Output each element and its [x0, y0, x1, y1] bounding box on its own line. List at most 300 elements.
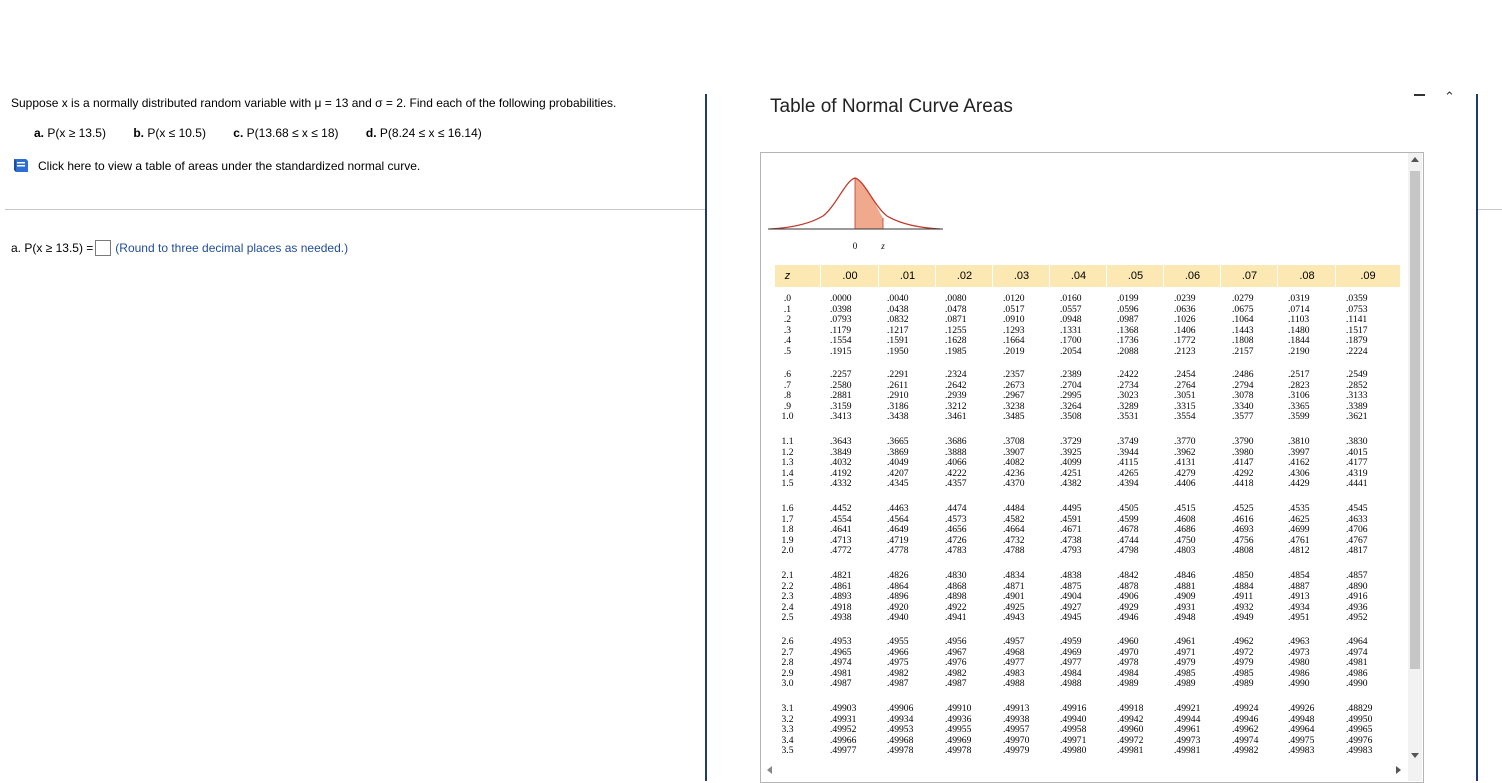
area-value: .49931	[830, 713, 857, 725]
area-value: .3238	[1003, 400, 1025, 412]
area-value: .1879	[1346, 335, 1368, 347]
answer-row	[11, 240, 348, 256]
area-value: .4857	[1346, 570, 1368, 581]
area-value: .49981	[1117, 745, 1144, 757]
area-value: .4418	[1232, 478, 1254, 490]
area-value: .49982	[1232, 745, 1259, 757]
area-value: .4989	[1174, 678, 1196, 690]
area-value: .4969	[1060, 646, 1082, 658]
z-value: 2.7	[781, 646, 794, 658]
area-value: .4989	[1232, 678, 1254, 690]
z-value: .3	[783, 324, 792, 336]
area-value: .49978	[887, 745, 914, 757]
area-value: .4936	[1346, 601, 1368, 613]
area-value: .4582	[1003, 513, 1025, 525]
area-value: .4975	[887, 657, 909, 669]
area-value: .0987	[1117, 314, 1139, 326]
area-value: .3212	[945, 400, 967, 412]
area-value: .2257	[830, 369, 852, 380]
z-value: 1.0	[781, 411, 794, 423]
header-col: .09	[1360, 270, 1376, 282]
area-value: .1808	[1232, 335, 1254, 347]
area-value: .4868	[945, 580, 967, 592]
area-value: .49976	[1346, 734, 1373, 746]
area-value: .3186	[887, 400, 909, 412]
area-value: .3577	[1232, 411, 1254, 423]
divider-right	[1478, 209, 1502, 210]
area-value: .2549	[1346, 369, 1368, 380]
area-value: .0120	[1003, 293, 1025, 304]
curve-label-zero: 0	[852, 241, 858, 251]
area-value: .4177	[1346, 457, 1368, 469]
area-value: .4904	[1060, 591, 1082, 603]
area-value: .49942	[1117, 713, 1144, 725]
area-value: .4909	[1174, 591, 1196, 603]
area-value: .4980	[1288, 657, 1310, 669]
area-value: .4826	[887, 570, 909, 581]
area-value: .4484	[1003, 503, 1025, 514]
area-value: .0910	[1003, 314, 1025, 326]
question-text: Suppose x is a normally distributed random variable with μ = 13 and σ = 2. Find each of the following probabilities.	[11, 96, 617, 110]
area-value: .4982	[945, 667, 967, 679]
z-value: .0	[783, 293, 792, 304]
area-value: .0080	[945, 293, 967, 304]
area-value: .49924	[1232, 703, 1259, 714]
z-value: 2.6	[781, 636, 794, 647]
table-link-text[interactable]: Click here to view a table of areas under the standardized normal curve.	[38, 158, 421, 173]
header-separator	[1106, 265, 1107, 287]
z-value: 1.9	[781, 534, 794, 546]
area-value: .1591	[887, 335, 909, 347]
area-value: .2939	[945, 390, 967, 402]
area-value: .1141	[1346, 314, 1368, 326]
area-value: .4633	[1346, 513, 1368, 525]
area-value: .4985	[1174, 667, 1196, 679]
area-value: .48829	[1346, 703, 1373, 714]
area-value: .4972	[1232, 646, 1254, 658]
area-value: .4236	[1003, 467, 1025, 479]
area-value: .1217	[887, 324, 909, 336]
area-value: .3770	[1174, 436, 1196, 447]
area-value: .3078	[1232, 390, 1254, 402]
area-value: .1331	[1060, 324, 1082, 336]
header-separator	[1335, 265, 1336, 287]
area-value: .49983	[1346, 745, 1373, 757]
area-value: .4808	[1232, 545, 1254, 557]
area-value: .2157	[1232, 346, 1254, 357]
header-col: .03	[1013, 270, 1030, 282]
area-value: .4732	[1003, 534, 1025, 546]
area-value: .4545	[1346, 503, 1368, 514]
area-value: .4573	[945, 513, 967, 525]
area-value: .4970	[1117, 646, 1139, 658]
area-value: .49950	[1346, 713, 1373, 725]
area-value: .3051	[1174, 390, 1196, 402]
answer-label: a. P(x ≥ 13.5) =	[11, 241, 94, 255]
area-value: .4515	[1174, 503, 1196, 514]
area-value: .4761	[1288, 534, 1310, 546]
area-value: .4964	[1346, 636, 1368, 647]
area-value: .2357	[1003, 369, 1025, 380]
area-value: .3708	[1003, 436, 1025, 447]
area-value: .49961	[1174, 724, 1201, 736]
area-value: .4147	[1232, 457, 1254, 469]
area-value: .0279	[1232, 293, 1254, 304]
area-value: .4463	[887, 503, 909, 514]
area-value: .4452	[830, 503, 852, 514]
area-value: .3554	[1174, 411, 1196, 423]
area-value: .4382	[1060, 478, 1082, 490]
area-value: .4977	[1003, 657, 1025, 669]
area-value: .0517	[1003, 303, 1025, 315]
area-value: .0596	[1117, 303, 1139, 315]
z-value: 2.3	[781, 591, 794, 603]
area-value: .0160	[1060, 293, 1082, 304]
area-value: .49921	[1174, 703, 1201, 714]
area-value: .49913	[1003, 703, 1030, 714]
area-value: .49981	[1174, 745, 1201, 757]
area-value: .4956	[945, 636, 967, 647]
area-value: .1554	[830, 335, 852, 347]
area-value: .3869	[887, 446, 909, 458]
header-separator	[1049, 265, 1050, 287]
area-value: .4871	[1003, 580, 1025, 592]
header-col: .00	[842, 270, 858, 282]
scroll-thumb[interactable]	[1410, 171, 1420, 669]
z-value: 2.5	[781, 612, 794, 624]
popup-left-border	[705, 94, 707, 781]
book-icon	[12, 158, 29, 173]
area-value: .4719	[887, 534, 909, 546]
area-value: .0714	[1288, 303, 1310, 315]
area-value: .4846	[1174, 570, 1196, 581]
area-value: .3264	[1060, 400, 1082, 412]
area-value: .4664	[1003, 524, 1025, 536]
area-value: .4911	[1232, 591, 1254, 603]
area-value: .1368	[1117, 324, 1139, 336]
curve-label-z: z	[881, 241, 885, 251]
area-value: .49940	[1060, 713, 1087, 725]
area-value: .4625	[1288, 513, 1310, 525]
area-value: .4945	[1060, 612, 1082, 624]
scroll-right-icon[interactable]	[1396, 766, 1401, 774]
area-value: .4875	[1060, 580, 1082, 592]
area-value: .0040	[887, 293, 909, 304]
area-value: .4984	[1117, 667, 1139, 679]
area-value: .3997	[1288, 446, 1310, 458]
area-value: .4842	[1117, 570, 1139, 581]
area-value: .4525	[1232, 503, 1254, 514]
area-value: .4788	[1003, 545, 1025, 557]
scroll-down-icon[interactable]	[1411, 753, 1419, 758]
area-value: .4990	[1288, 678, 1310, 690]
area-value: .0675	[1232, 303, 1254, 315]
area-value: .4890	[1346, 580, 1368, 592]
area-value: .4162	[1288, 457, 1310, 469]
area-value: .4406	[1174, 478, 1196, 490]
area-value: .4976	[945, 657, 967, 669]
area-value: .4974	[1346, 646, 1368, 658]
area-value: .4429	[1288, 478, 1310, 490]
area-value: .49964	[1288, 724, 1315, 736]
area-value: .49973	[1174, 734, 1201, 746]
area-value: .4505	[1117, 503, 1139, 514]
area-value: .0319	[1288, 293, 1310, 304]
area-value: .0359	[1346, 293, 1368, 304]
area-value: .4082	[1003, 457, 1025, 469]
area-value: .4756	[1232, 534, 1254, 546]
area-value: .3485	[1003, 411, 1025, 423]
area-value: .2580	[830, 379, 852, 391]
table-link[interactable]	[12, 158, 420, 173]
answer-hint: (Round to three decimal places as needed.)	[115, 241, 349, 255]
area-value: .0871	[945, 314, 967, 326]
header-col: .01	[899, 270, 916, 282]
area-value: .4049	[887, 457, 909, 469]
area-value: .4961	[1174, 636, 1196, 647]
area-value: .4978	[1117, 657, 1139, 669]
area-value: .4099	[1060, 457, 1082, 469]
area-value: .2881	[830, 390, 852, 402]
area-value: .49916	[1060, 703, 1087, 714]
popup-title: Table of Normal Curve Areas	[770, 96, 1013, 117]
area-value: .4015	[1346, 446, 1368, 458]
header-col: .07	[1241, 270, 1258, 282]
area-value: .4608	[1174, 513, 1196, 525]
area-value: .1064	[1232, 314, 1254, 326]
area-value: .4878	[1117, 580, 1139, 592]
area-value: .4192	[830, 467, 852, 479]
area-value: .4115	[1117, 457, 1139, 469]
area-value: .4979	[1174, 657, 1196, 669]
area-value: .4222	[945, 467, 967, 479]
area-value: .49966	[830, 734, 857, 746]
area-value: .4968	[1003, 646, 1025, 658]
area-value: .3531	[1117, 411, 1139, 423]
area-value: .1772	[1174, 335, 1196, 347]
area-value: .1915	[830, 346, 852, 357]
area-value: .4983	[1003, 667, 1025, 679]
area-value: .4987	[887, 678, 909, 690]
area-value: .4940	[887, 612, 909, 624]
area-value: .4812	[1288, 545, 1310, 557]
header-col: .06	[1184, 270, 1201, 282]
area-value: .4066	[945, 457, 967, 469]
area-value: .2190	[1288, 346, 1310, 357]
area-value: .1293	[1003, 324, 1025, 336]
area-value: .2995	[1060, 390, 1082, 402]
area-value: .0199	[1117, 293, 1139, 304]
area-value: .4981	[1346, 657, 1368, 669]
area-value: .4906	[1117, 591, 1139, 603]
area-value: .3438	[887, 411, 909, 423]
z-value: 2.4	[781, 601, 794, 613]
area-value: .4989	[1117, 678, 1139, 690]
area-value: .49944	[1174, 713, 1201, 725]
scroll-up-icon[interactable]	[1411, 157, 1419, 162]
area-value: .4279	[1174, 467, 1196, 479]
z-value: 3.3	[781, 724, 794, 736]
area-value: .1026	[1174, 314, 1196, 326]
z-value: 1.7	[781, 513, 794, 525]
area-value: .2291	[887, 369, 909, 380]
area-value: .4974	[830, 657, 852, 669]
area-value: .4474	[945, 503, 967, 514]
area-value: .4306	[1288, 467, 1310, 479]
area-value: .3340	[1232, 400, 1254, 412]
area-value: .3159	[830, 400, 852, 412]
scroll-left-icon[interactable]	[767, 766, 772, 774]
area-value: .4394	[1117, 478, 1139, 490]
area-value: .2422	[1117, 369, 1139, 380]
area-value: .4918	[830, 601, 852, 613]
area-value: .4979	[1232, 657, 1254, 669]
area-value: .49918	[1117, 703, 1144, 714]
part-c: c. P(13.68 ≤ x ≤ 18)	[233, 126, 339, 140]
area-value: .1255	[945, 324, 967, 336]
z-value: 1.5	[781, 478, 794, 490]
area-value: .49926	[1288, 703, 1315, 714]
area-value: .4934	[1288, 601, 1310, 613]
area-value: .4896	[887, 591, 909, 603]
area-value: .49975	[1288, 734, 1315, 746]
area-value: .4713	[830, 534, 852, 546]
area-value: .1443	[1232, 324, 1254, 336]
area-value: .0636	[1174, 303, 1196, 315]
area-value: .2823	[1288, 379, 1310, 391]
z-value: 2.1	[781, 570, 794, 581]
area-value: .3749	[1117, 436, 1139, 447]
z-value: .8	[783, 390, 792, 402]
area-value: .3599	[1288, 411, 1310, 423]
area-value: .4959	[1060, 636, 1082, 647]
area-value: .3643	[830, 436, 852, 447]
z-value: 2.2	[781, 580, 794, 592]
z-value: 1.6	[781, 503, 794, 514]
z-value: 3.4	[781, 734, 794, 746]
area-value: .4798	[1117, 545, 1139, 557]
area-value: .49971	[1060, 734, 1087, 746]
area-value: .2486	[1232, 369, 1254, 380]
area-value: .49965	[1346, 724, 1373, 736]
area-value: .1517	[1346, 324, 1368, 336]
area-value: .1700	[1060, 335, 1082, 347]
area-value: .3289	[1117, 400, 1139, 412]
area-value: .3686	[945, 436, 967, 447]
area-value: .49977	[830, 745, 857, 757]
area-value: .3461	[945, 411, 967, 423]
area-value: .4988	[1003, 678, 1025, 690]
area-value: .4916	[1346, 591, 1368, 603]
answer-input[interactable]	[95, 240, 111, 256]
area-value: .2088	[1117, 346, 1139, 357]
collapse-chevron-icon[interactable]: ⌃	[1444, 89, 1455, 104]
area-value: .4495	[1060, 503, 1082, 514]
header-col: .04	[1070, 270, 1087, 282]
area-value: .1844	[1288, 335, 1310, 347]
area-value: .4767	[1346, 534, 1368, 546]
area-value: .3106	[1288, 390, 1310, 402]
area-value: .4965	[830, 646, 852, 658]
vertical-scrollbar[interactable]	[1408, 153, 1422, 781]
area-value: .4946	[1117, 612, 1139, 624]
area-value: .4783	[945, 545, 967, 557]
part-a: a. P(x ≥ 13.5)	[34, 126, 106, 140]
area-value: .49910	[945, 703, 972, 714]
area-value: .4778	[887, 545, 909, 557]
area-value: .3508	[1060, 411, 1082, 423]
area-value: .4032	[830, 457, 852, 469]
area-value: .4925	[1003, 601, 1025, 613]
area-value: .4803	[1174, 545, 1196, 557]
area-value: .4941	[945, 612, 967, 624]
area-value: .4656	[945, 524, 967, 536]
area-value: .4943	[1003, 612, 1025, 624]
area-value: .4962	[1232, 636, 1254, 647]
area-value: .2517	[1288, 369, 1310, 380]
part-b: b. P(x ≤ 10.5)	[133, 126, 206, 140]
area-value: .4332	[830, 478, 852, 490]
area-value: .4131	[1174, 457, 1196, 469]
area-value: .4649	[887, 524, 909, 536]
header-col: .08	[1299, 270, 1315, 282]
area-value: .3023	[1117, 390, 1139, 402]
area-value: .4319	[1346, 467, 1368, 479]
header-separator	[1277, 265, 1278, 287]
area-value: .2967	[1003, 390, 1025, 402]
area-value: .0948	[1060, 314, 1082, 326]
area-value: .4932	[1232, 601, 1254, 613]
table-header	[775, 265, 1400, 287]
area-value: .3830	[1346, 436, 1368, 447]
area-value: .2852	[1346, 379, 1368, 391]
area-value: .2123	[1174, 346, 1196, 357]
area-value: .4971	[1174, 646, 1196, 658]
area-value: .2019	[1003, 346, 1025, 357]
header-separator	[935, 265, 936, 287]
popup-right-border	[1476, 94, 1478, 781]
area-value: .4887	[1288, 580, 1310, 592]
area-value: .1985	[945, 346, 967, 357]
z-value: 2.8	[781, 657, 794, 669]
area-value: .3888	[945, 446, 967, 458]
area-value: .4599	[1117, 513, 1139, 525]
area-value: .49952	[830, 724, 857, 736]
area-value: .0239	[1174, 293, 1196, 304]
z-value: .6	[783, 369, 792, 380]
area-value: .49968	[887, 734, 914, 746]
area-value: .4957	[1003, 636, 1025, 647]
area-value: .49983	[1288, 745, 1315, 757]
area-value: .0832	[887, 314, 909, 326]
area-value: .4838	[1060, 570, 1082, 581]
area-value: .4641	[830, 524, 852, 536]
area-value: .4966	[887, 646, 909, 658]
area-value: .4251	[1060, 467, 1082, 479]
area-value: .1950	[887, 346, 909, 357]
area-value: .1628	[945, 335, 967, 347]
minimize-icon[interactable]	[1414, 94, 1425, 96]
area-value: .4750	[1174, 534, 1196, 546]
area-value: .0753	[1346, 303, 1368, 315]
area-value: .3389	[1346, 400, 1368, 412]
area-value: .49972	[1117, 734, 1144, 746]
z-value: 2.0	[781, 545, 794, 557]
area-value: .3849	[830, 446, 852, 458]
area-value: .2642	[945, 379, 967, 391]
z-value: 1.8	[781, 524, 794, 536]
area-value: .3925	[1060, 446, 1082, 458]
